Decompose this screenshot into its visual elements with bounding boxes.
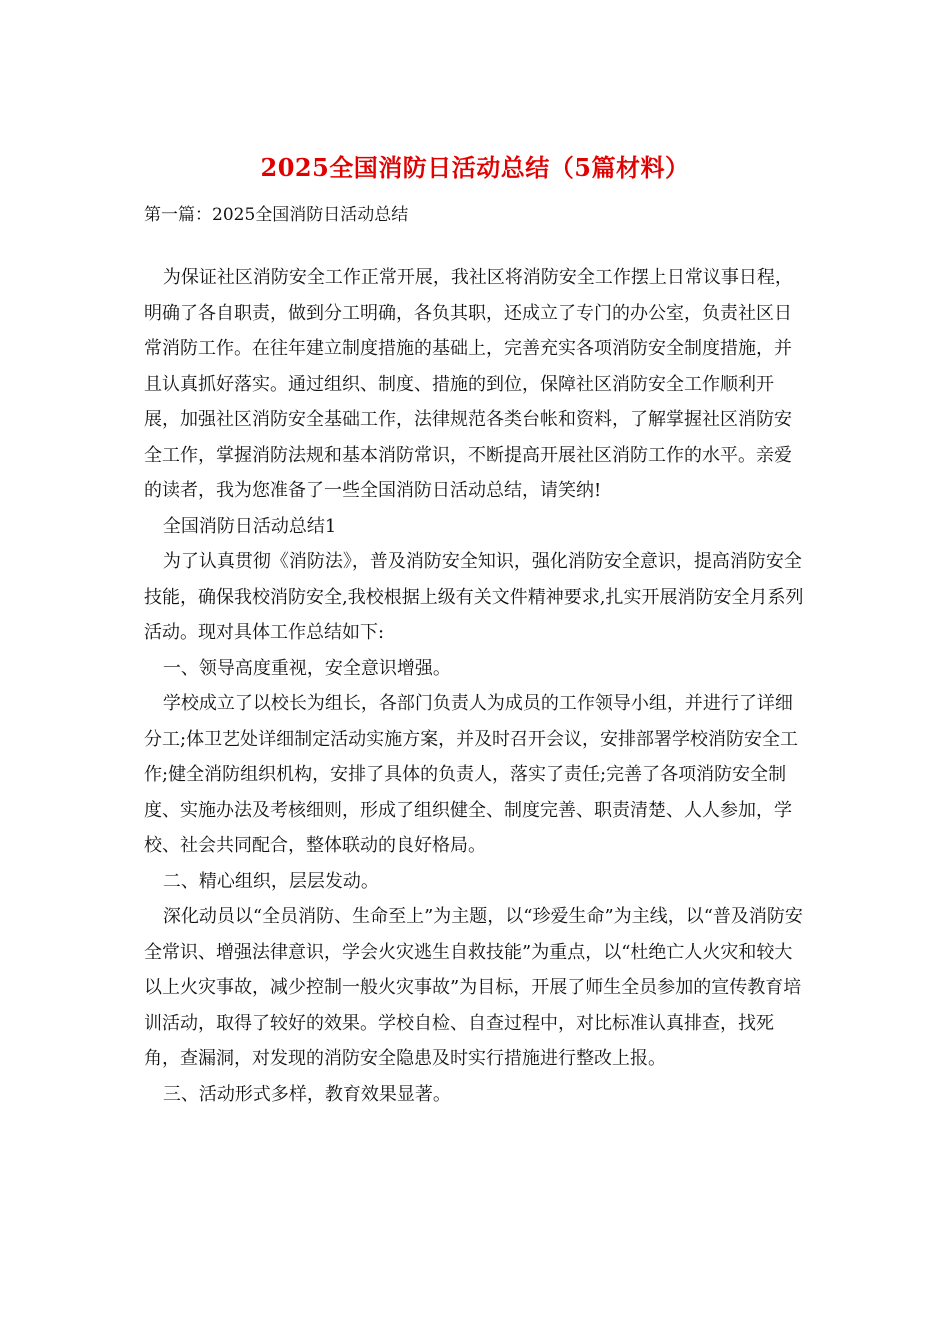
intro-paragraph: 为保证社区消防安全工作正常开展，我社区将消防安全工作摆上日常议事日程，明确了各自职责，做到分工明确，各负其职，还成立了专门的办公室，负责社区日常消防工作。在往年建立制度措施的基础上，完善充实各项消防安全制度措施，并且认真抓好落实。通过组织、制度、措施的到位，保障社区消防安全工作顺利开展，加强社区消防安全基础工作，法律规范各类台帐和资料，了解掌握社区消防安全工作，掌握消防法规和基本消防常识，不断提高开展社区消防工作的水平。亲爱的读者，我为您准备了一些全国消防日活动总结，请笑纳!: [144, 267, 793, 501]
document-body: [144, 260, 804, 1112]
section-heading: 二、精心组织，层层发动。: [162, 870, 379, 892]
section-heading: 一、领导高度重视，安全意识增强。: [162, 657, 451, 679]
section-heading: 全国消防日活动总结1: [162, 515, 337, 537]
section-heading: 三、活动形式多样，教育效果显著。: [162, 1083, 451, 1105]
body-paragraph: 学校成立了以校长为组长，各部门负责人为成员的工作领导小组，并进行了详细分工;体卫艺处详细制定活动实施方案，并及时召开会议，安排部署学校消防安全工作;健全消防组织机构，安排了具体的负责人，落实了责任;完善了各项消防安全制度、实施办法及考核细则，形成了组织健全、制度完善、职责清楚、人人参加，学校、社会共同配合，整体联动的良好格局。: [144, 693, 799, 856]
document-title: 2025全国消防日活动总结（5篇材料）: [260, 153, 690, 182]
body-paragraph: 为了认真贯彻《消防法》，普及消防安全知识，强化消防安全意识，提高消防安全技能，确保我校消防安全,我校根据上级有关文件精神要求,扎实开展消防安全月系列活动。现对具体工作总结如下:: [144, 551, 804, 643]
body-paragraph: 深化动员以“全员消防、生命至上”为主题，以“珍爱生命”为主线，以“普及消防安全常识、增强法律意识，学会火灾逃生自救技能”为重点，以“杜绝亡人火灾和较大以上火灾事故，减少控制一般火灾事故”为目标，开展了师生全员参加的宣传教育培训活动，取得了较好的效果。学校自检、自查过程中，对比标准认真排查，找死角，查漏洞，对发现的消防安全隐患及时实行措施进行整改上报。: [144, 906, 803, 1069]
section-subtitle: 第一篇：2025全国消防日活动总结: [144, 205, 409, 225]
